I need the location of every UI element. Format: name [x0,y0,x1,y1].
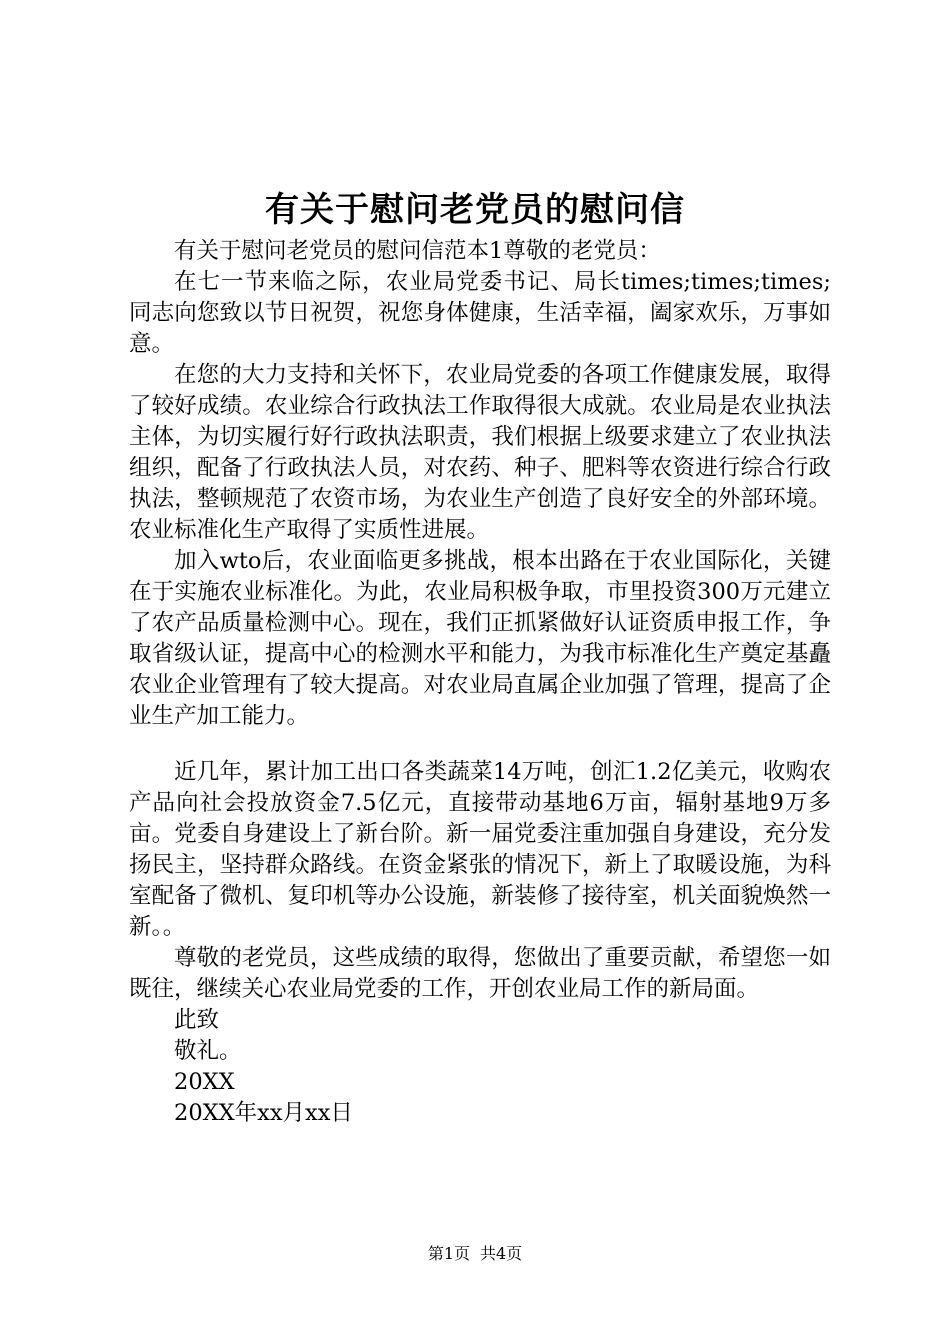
page-total: 共4页 [480,1244,523,1263]
letter-greeting-paragraph: 在七一节来临之际，农业局党委书记、局长times;times;times;同志向您致以节日祝贺，祝您身体健康，生活幸福，阖家欢乐，万事如意。 [129,269,831,357]
document-title: 有关于慰问老党员的慰问信 [265,190,685,230]
closing-date: 20XX年xx月xx日 [174,1100,353,1126]
letter-results-paragraph: 近几年，累计加工出口各类蔬菜14万吨，创汇1.2亿美元，收购农产品向社会投放资金7.5亿元，直接带动基地6万亩，辐射基地9万多亩。党委自身建设上了新台阶。新一届党委注重加强自身建设，充分发扬民主，坚持群众路线。在资金紧张的情况下，新上了取暖设施，为科室配备了微机、复印机等办公设施，新装修了接待室，机关面貌焕然一新。。 [129,759,831,940]
paragraph-spacer [129,732,831,757]
letter-thanks-paragraph: 尊敬的老党员，这些成绩的取得，您做出了重要贡献，希望您一如既往，继续关心农业局党委的工作，开创农业局工作的新局面。 [129,945,831,1002]
page-footer [0,1242,950,1266]
page-number: 第1页 [427,1244,470,1263]
closing-regards: 敬礼。 [174,1038,242,1064]
letter-opening: 有关于慰问老党员的慰问信范本1尊敬的老党员： [174,238,661,264]
letter-wto-paragraph: 加入wto后，农业面临更多挑战，根本出路在于农业国际化，关键在于实施农业标准化。为此，农业局积极争取，市里投资300万元建立了农产品质量检测中心。现在，我们正抓紧做好认证资质申报工作，争取省级认证，提高中心的检测水平和能力，为我市标准化生产奠定基矗农业企业管理有了较大提高。对农业局直属企业加强了管理，提高了企业生产加工能力。 [129,548,831,729]
letter-achievements-paragraph: 在您的大力支持和关怀下，农业局党委的各项工作健康发展，取得了较好成绩。农业综合行政执法工作取得很大成就。农业局是农业执法主体，为切实履行好行政执法职责，我们根据上级要求建立了农业执法组织，配备了行政执法人员，对农药、种子、肥料等农资进行综合行政执法，整顿规范了农资市场，为农业生产创造了良好安全的外部环境。农业标准化生产取得了实质性进展。 [129,362,831,543]
letter-body [129,236,831,1129]
closing-salutation: 此致 [174,1007,220,1033]
closing-year: 20XX [174,1069,235,1095]
